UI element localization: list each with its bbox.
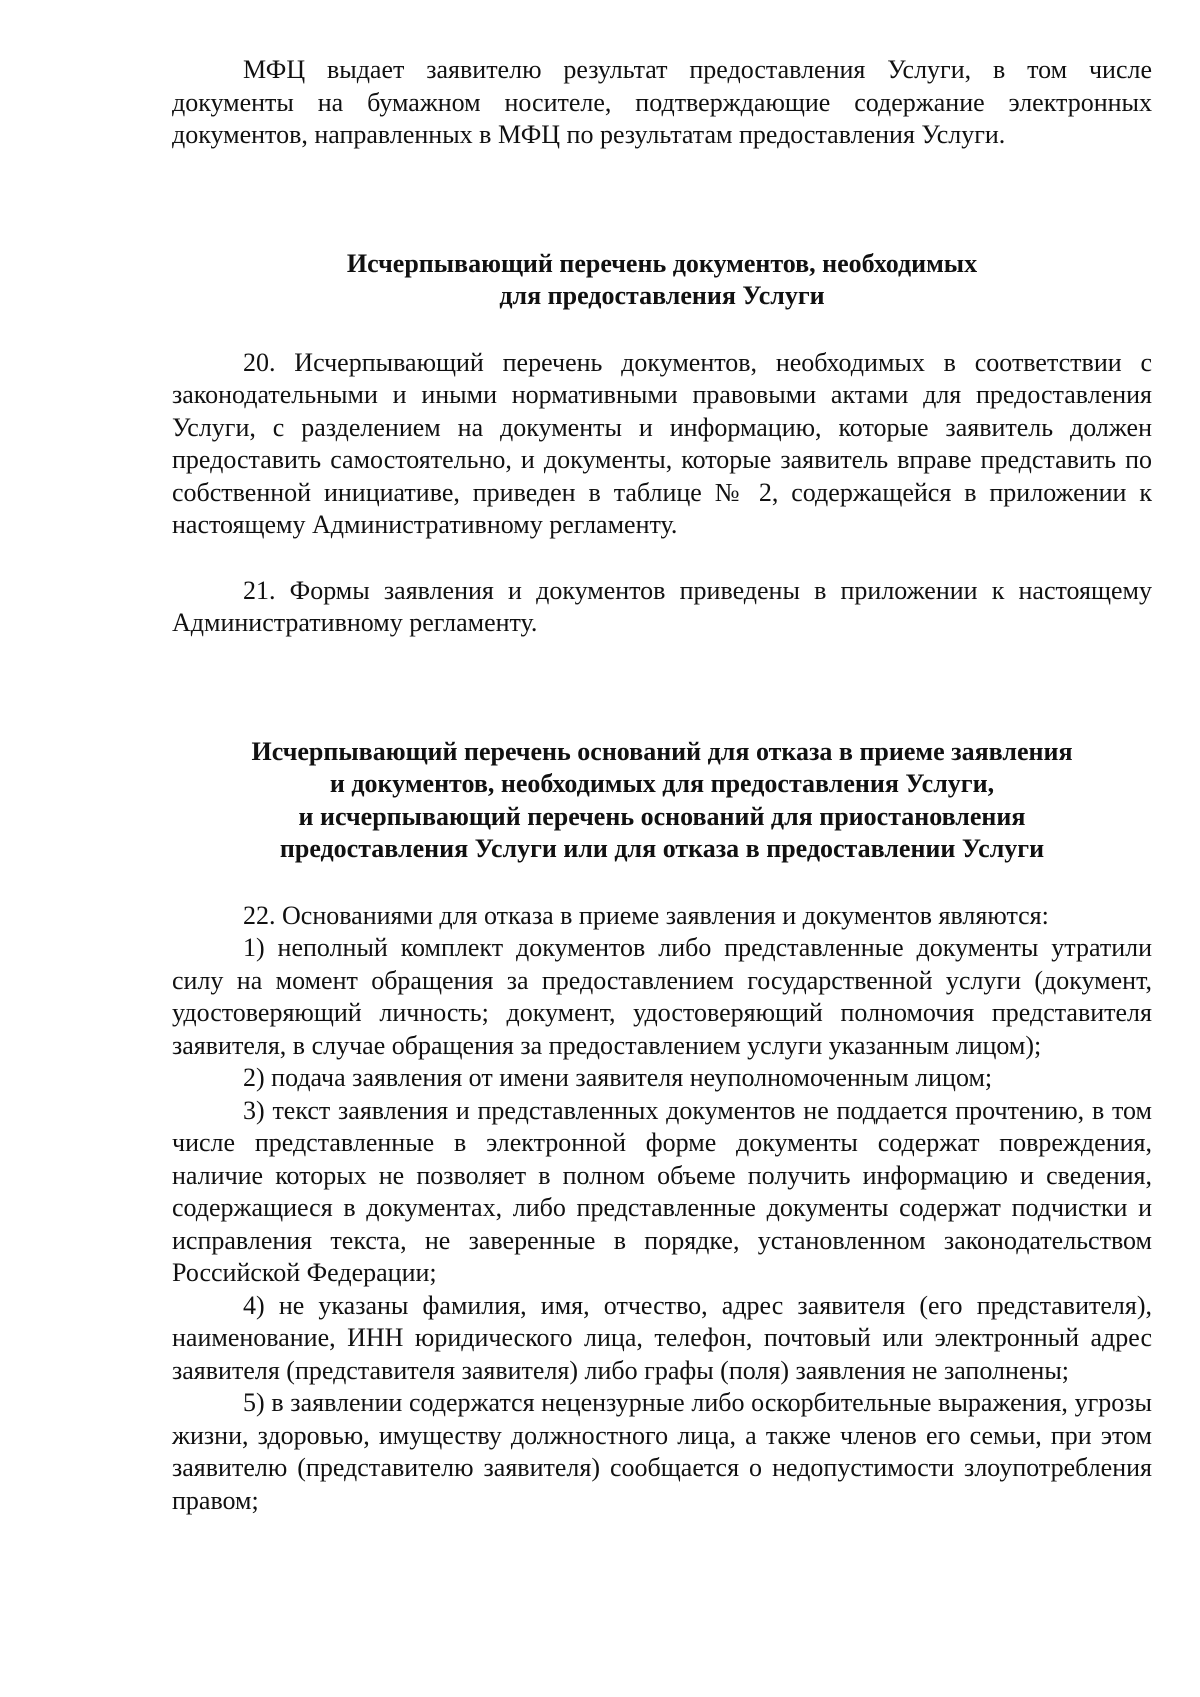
heading-line: для предоставления Услуги bbox=[499, 281, 825, 310]
heading-line: и документов, необходимых для предоставления Услуги, bbox=[329, 769, 995, 798]
paragraph-22: 22. Основаниями для отказа в приеме заявления и документов являются: bbox=[243, 900, 1049, 930]
section-heading-documents bbox=[172, 248, 1152, 313]
list-item: 2) подача заявления от имени заявителя неуполномоченным лицом; bbox=[243, 1063, 993, 1092]
heading-line: предоставления Услуги или для отказа в предоставлении Услуги bbox=[279, 834, 1045, 863]
heading-line: Исчерпывающий перечень оснований для отказа в приеме заявления bbox=[251, 736, 1073, 766]
heading-line: Исчерпывающий перечень документов, необходимых bbox=[346, 248, 978, 278]
list-item: 3) текст заявления и представленных документов не поддается прочтению, в том числе представленные в электронной форме документы содержат повреждения, наличие которых не позволяет в полном объеме получить информацию и сведения, содержащиеся в документах, либо представленные документы содержат подчистки и исправления текста, не заверенные в порядке, установленном законодательством Российской Федерации; bbox=[172, 1095, 1152, 1287]
list-item: 1) неполный комплект документов либо представленные документы утратили силу на момент обращения за предоставлением государственной услуги (документ, удостоверяющий личность; документ, удостоверяющий полномочия представителя заявителя, в случае обращения за предоставлением услуги указанным лицом); bbox=[172, 933, 1152, 1060]
list-item: 4) не указаны фамилия, имя, отчество, адрес заявителя (его представителя), наименование, ИНН юридического лица, телефон, почтовый или электронный адрес заявителя (представителя заявителя) либо графы (поля) заявления не заполнены; bbox=[172, 1290, 1152, 1385]
heading-line: и исчерпывающий перечень оснований для приостановления bbox=[298, 801, 1026, 831]
paragraph-20: 20. Исчерпывающий перечень документов, необходимых в соответствии с законодательными и иными нормативными правовыми актами для предоставления Услуги, с разделением на документы и информацию, которые заявитель должен предоставить самостоятельно, и документы, которые заявитель вправе представить по собственной инициативе, приведен в таблице № 2, содержащейся в приложении к настоящему Административному регламенту. bbox=[172, 347, 1152, 539]
paragraph-21: 21. Формы заявления и документов приведены в приложении к настоящему Административному регламенту. bbox=[172, 575, 1152, 637]
section-heading-refusal bbox=[172, 736, 1152, 866]
list-item: 5) в заявлении содержатся нецензурные либо оскорбительные выражения, угрозы жизни, здоровью, имуществу должностного лица, а также членов его семьи, при этом заявителю (представителю заявителя) сообщается о недопустимости злоупотребления правом; bbox=[172, 1388, 1152, 1515]
intro-paragraph: МФЦ выдает заявителю результат предоставления Услуги, в том числе документы на бумажном носителе, подтверждающие содержание электронных документов, направленных в МФЦ по результатам предоставления Услуги. bbox=[172, 55, 1152, 149]
